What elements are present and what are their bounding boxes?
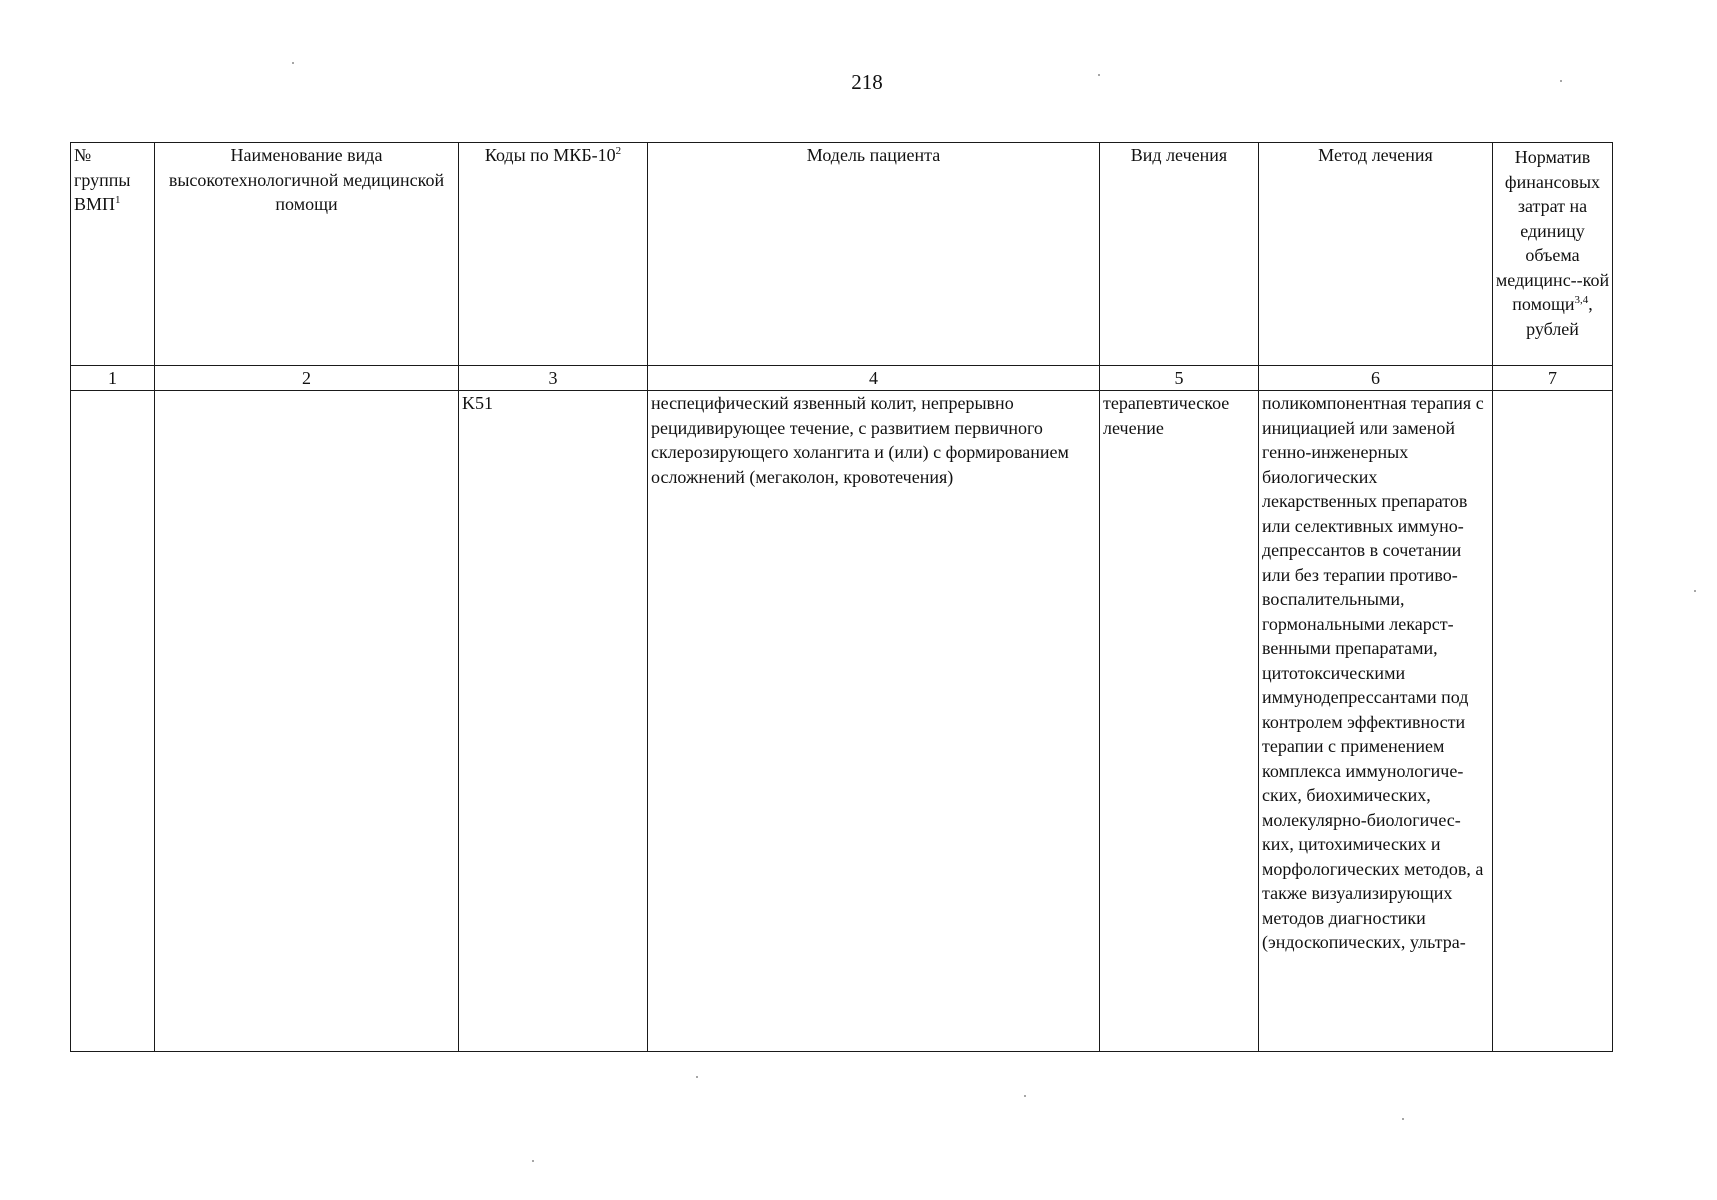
column-number: 3 [459, 366, 648, 391]
cell-patient-model: неспецифический язвенный колит, непрерывно рецидивирующее течение, с развитием первичного склерозирующего холангита и (или) с формированием осложнений (мегаколон, кровотечения) [648, 391, 1100, 1052]
header-group-no: № группы ВМП$^1$ [71, 143, 155, 366]
column-number: 2 [155, 366, 459, 391]
header-icd-codes: Коды по МКБ-$10^2$ [459, 143, 648, 366]
scan-speck [696, 1076, 698, 1078]
header-row [71, 143, 1613, 366]
cell-treatment-method: поликомпонентная терапия с инициацией или заменой генно-инженерных биологических лекарственных препаратов или селективных иммуно-депрессантов в сочетании или без терапии противо-воспалительными, гормональными лекарст-венными препаратами, цитотоксическими иммунодепрессантами под контролем эффективности терапии с применением комплекса иммунологиче-ских, биохимических, молекулярно-биологичес-ких, цитохимических и морфологических методов, а также визуализирующих методов диагностики (эндоскопических, ультра- [1259, 391, 1493, 1052]
column-number-row [71, 366, 1613, 391]
page-number: 218 [851, 70, 883, 94]
cell-cost-norm [1493, 391, 1613, 1052]
scan-speck [532, 1160, 534, 1162]
scan-speck [292, 62, 294, 64]
cell-icd-codes: K51 [459, 391, 648, 1052]
cell-name [155, 391, 459, 1052]
header-treatment-type: Вид лечения [1100, 143, 1259, 366]
column-number: 7 [1493, 366, 1613, 391]
table-row [71, 391, 1613, 1052]
scan-speck [1098, 74, 1100, 76]
vmp-table [70, 142, 1613, 1052]
scan-speck [1560, 80, 1562, 82]
header-treatment-method: Метод лечения [1259, 143, 1493, 366]
scan-speck [1024, 1095, 1026, 1097]
header-patient-model: Модель пациента [648, 143, 1100, 366]
cell-group-no [71, 391, 155, 1052]
header-name: Наименование вида высокотехнологичной медицинской помощи [155, 143, 459, 366]
column-number: 4 [648, 366, 1100, 391]
scan-speck [1402, 1118, 1404, 1120]
column-number: 6 [1259, 366, 1493, 391]
header-cost-norm: Норматив финансовых затрат на единицу объема медицинс--кой помощи$^{3,4}$, рублей [1493, 143, 1613, 366]
cell-treatment-type: терапевтическое лечение [1100, 391, 1259, 1052]
column-number: 5 [1100, 366, 1259, 391]
scan-speck [1694, 590, 1696, 592]
column-number: 1 [71, 366, 155, 391]
